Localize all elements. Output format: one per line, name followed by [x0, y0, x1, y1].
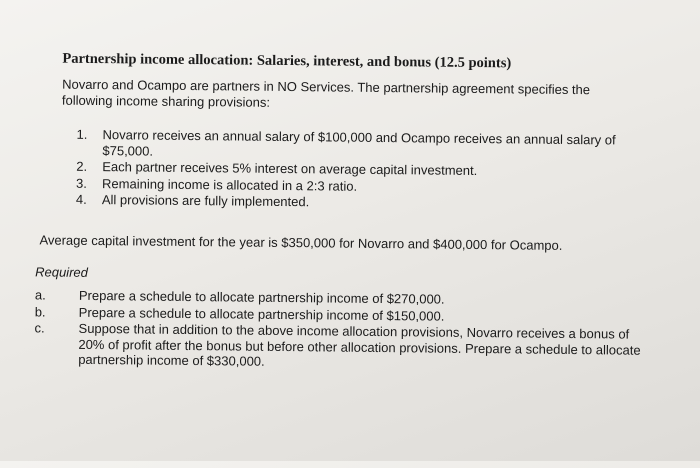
requirement-item — [34, 320, 644, 373]
requirement-letter: a. — [34, 287, 46, 303]
provision-number: 4. — [75, 191, 87, 207]
provision-number: 3. — [76, 175, 88, 191]
provision-item — [76, 127, 636, 164]
provision-number: 2. — [76, 158, 88, 174]
requirement-letter: b. — [34, 303, 46, 319]
provision-text: Remaining income is allocated in a 2:3 ratio. — [102, 175, 358, 194]
provision-text: All provisions are fully implemented. — [101, 192, 310, 210]
provision-text: Novarro receives an annual salary of $100,000 and Ocampo receives an annual salary of $75,000. — [102, 127, 616, 159]
average-capital-statement: Average capital investment for the year is $350,000 for Novarro and $400,000 for Ocampo. — [39, 232, 563, 253]
document-title: Partnership income allocation: Salaries, interest, and bonus (12.5 points) — [62, 50, 512, 72]
intro-paragraph: Novarro and Ocampo are partners in NO Services. The partnership agreement specifies the following income sharing provisions: — [61, 76, 591, 110]
provisions-list — [76, 127, 637, 214]
requirement-letter: c. — [34, 320, 45, 336]
requirements-list — [34, 287, 645, 374]
requirement-text: Prepare a schedule to allocate partnership income of $270,000. — [78, 287, 445, 307]
requirement-text: Suppose that in addition to the above income allocation provisions, Novarro receives a bonus of 20% of profit after the bonus but before other allocation provisions. Prepare a schedule to allocate partnership income of $330,000. — [78, 320, 641, 369]
provision-number: 1. — [76, 126, 88, 142]
required-heading: Required — [35, 264, 88, 280]
requirement-text: Prepare a schedule to allocate partnership income of $150,000. — [78, 304, 445, 324]
provision-text: Each partner receives 5% interest on average capital investment. — [102, 159, 478, 179]
